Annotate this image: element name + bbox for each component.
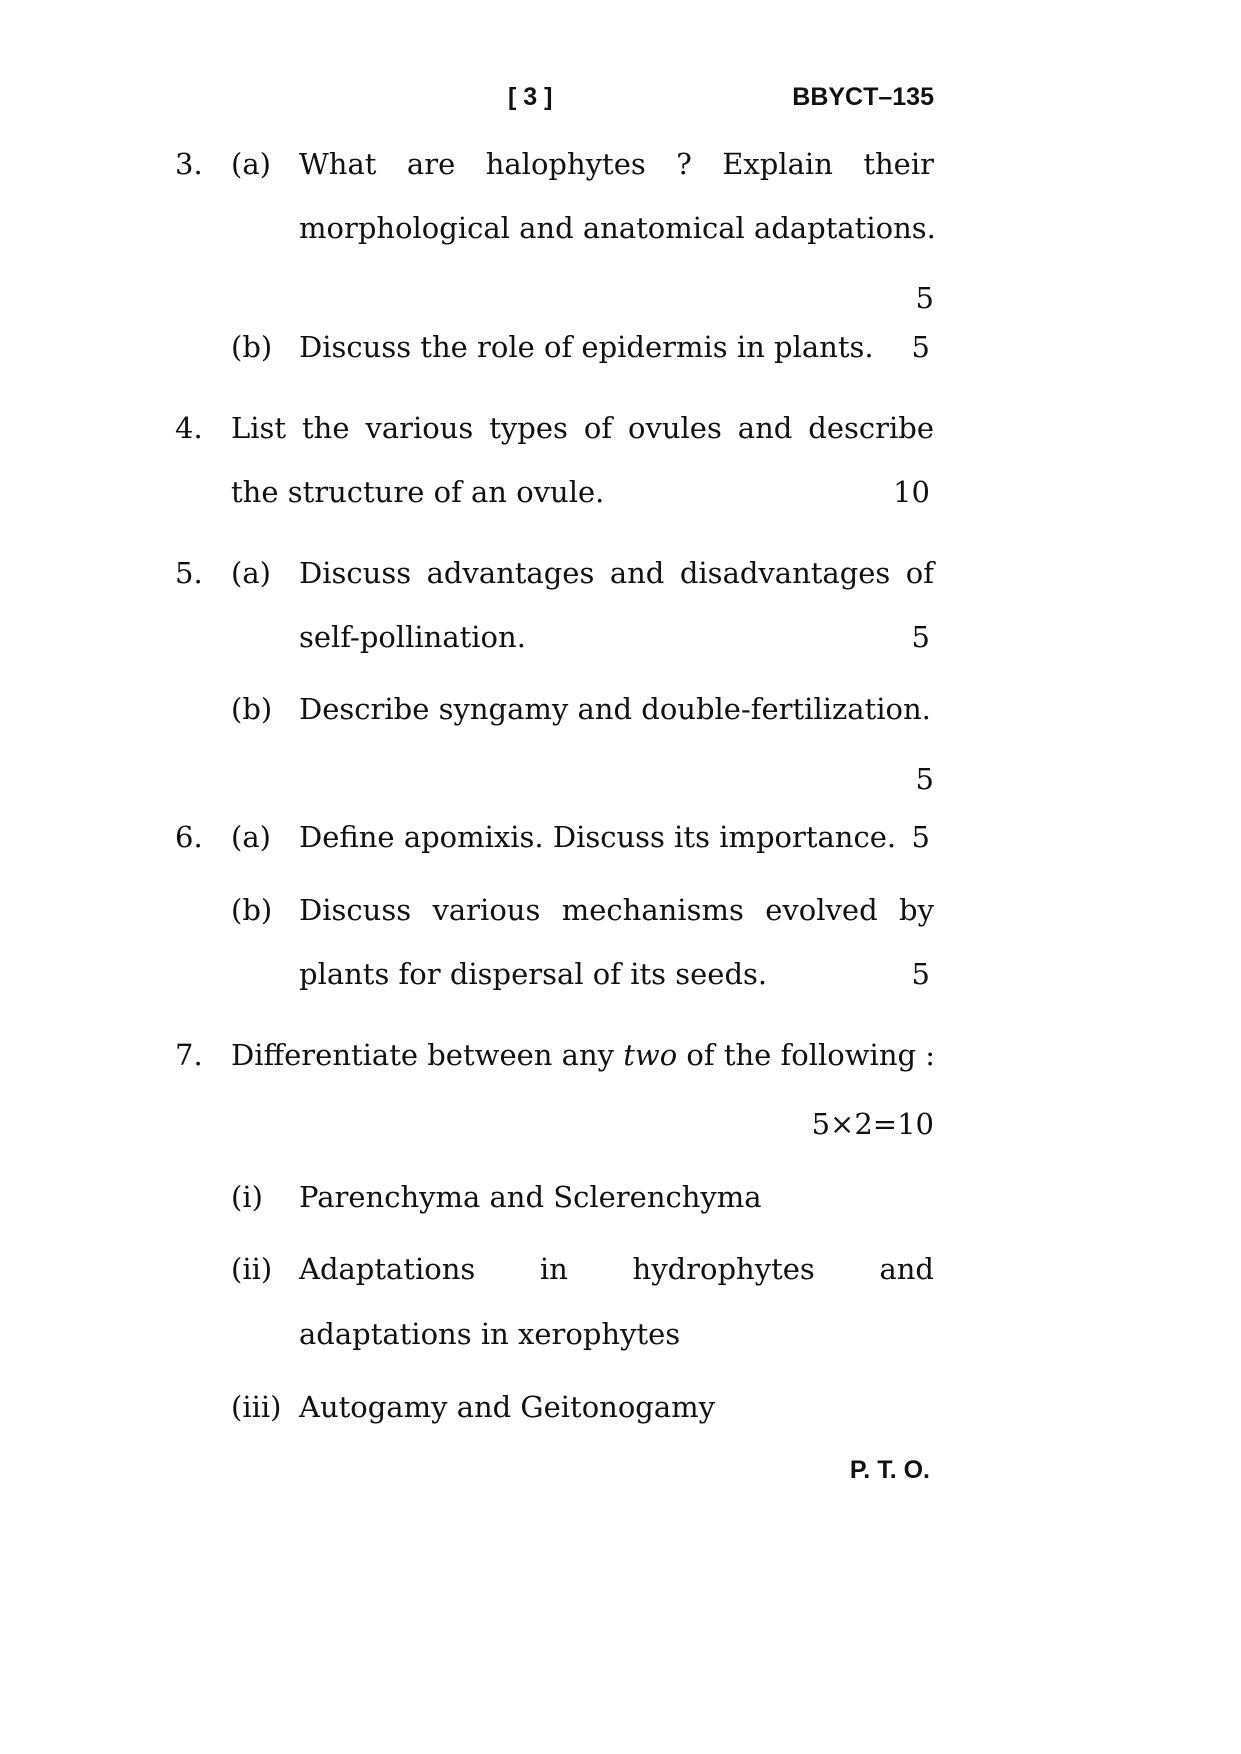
- question-6b-marks: 5: [911, 957, 930, 991]
- question-3b-line-1: Discuss the role of epidermis in plants.: [299, 330, 874, 364]
- question-7-option-iii-label: (iii): [231, 1390, 282, 1424]
- question-3-number: 3.: [175, 147, 203, 181]
- please-turn-over: P. T. O.: [849, 1456, 930, 1484]
- question-7-prompt-emphasis: two: [623, 1038, 678, 1072]
- question-7-option-iii-line-1: Autogamy and Geitonogamy: [299, 1390, 716, 1424]
- question-7-prompt-end: of the following :: [677, 1038, 936, 1072]
- question-6-number: 6.: [175, 820, 203, 854]
- question-4-line-1: List the various types of ovules and describe: [231, 411, 934, 445]
- question-5a-label: (a): [231, 556, 271, 590]
- question-7-prompt: [231, 1037, 935, 1073]
- question-7-marks: 5×2=10: [811, 1107, 934, 1141]
- question-5b-label: (b): [231, 692, 273, 726]
- question-4-number: 4.: [175, 411, 203, 445]
- question-3a-line-2: morphological and anatomical adaptations.: [299, 211, 936, 245]
- question-7-option-i-line-1: Parenchyma and Sclerenchyma: [299, 1180, 762, 1214]
- question-7-option-ii-line-1: Adaptations in hydrophytes and: [299, 1252, 934, 1286]
- question-6a-line-1: Define apomixis. Discuss its importance.: [299, 820, 897, 854]
- question-5a-line-2: self-pollination.: [299, 620, 526, 654]
- question-5b-line-1: Describe syngamy and double-fertilization.: [299, 692, 931, 726]
- question-6a-marks: 5: [911, 820, 930, 854]
- course-code: BBYCT–135: [792, 83, 934, 111]
- question-3a-label: (a): [231, 147, 271, 181]
- question-6b-line-1: Discuss various mechanisms evolved by: [299, 893, 934, 927]
- question-7-number: 7.: [175, 1038, 203, 1072]
- question-7-option-i-label: (i): [231, 1180, 263, 1214]
- question-5a-marks: 5: [911, 620, 930, 654]
- question-3b-marks: 5: [911, 330, 930, 364]
- question-7-prompt-start: Differentiate between any: [231, 1038, 624, 1072]
- page-number: [ 3 ]: [508, 83, 553, 111]
- question-4-marks: 10: [893, 475, 930, 509]
- question-6a-label: (a): [231, 820, 271, 854]
- question-3b-label: (b): [231, 330, 273, 364]
- question-5a-line-1: Discuss advantages and disadvantages of: [299, 556, 934, 590]
- question-5b-marks: 5: [915, 762, 934, 796]
- question-6b-label: (b): [231, 893, 273, 927]
- question-3a-marks: 5: [915, 281, 934, 315]
- question-4-line-2: the structure of an ovule.: [231, 475, 605, 509]
- question-7-option-ii-label: (ii): [231, 1252, 273, 1286]
- question-7-option-ii-line-2: adaptations in xerophytes: [299, 1317, 681, 1351]
- question-3a-line-1: What are halophytes ? Explain their: [299, 147, 934, 181]
- question-6b-line-2: plants for dispersal of its seeds.: [299, 957, 768, 991]
- question-5-number: 5.: [175, 556, 203, 590]
